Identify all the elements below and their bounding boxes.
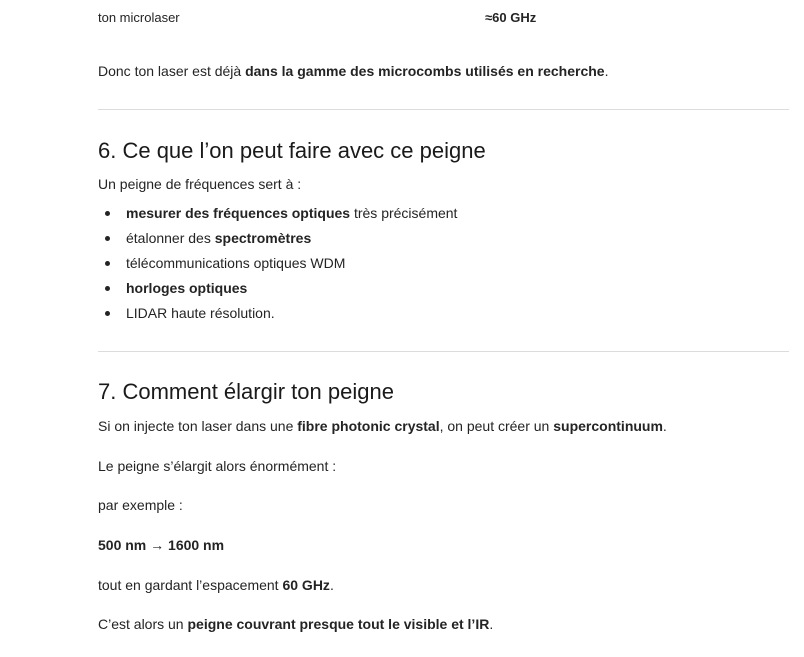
section-6-heading: 6. Ce que l’on peut faire avec ce peigne: [98, 138, 486, 163]
list-item: étalonner des spectromètres: [98, 228, 457, 253]
section-7-paragraph-6: C’est alors un peigne couvrant presque tout le visible et l’IR.: [98, 616, 494, 632]
section-7-range: 500 nm → 1600 nm: [98, 537, 225, 553]
table-row: [98, 10, 789, 30]
section-7-paragraph-2: Le peigne s’élargit alors énormément :: [98, 458, 337, 474]
intro-paragraph: Donc ton laser est déjà dans la gamme des microcombs utilisés en recherche.: [98, 63, 609, 79]
section-6-lead: Un peigne de fréquences sert à :: [98, 176, 302, 192]
section-7-paragraph-3: par exemple :: [98, 497, 183, 513]
divider: [98, 351, 789, 352]
section-7-paragraph-1: Si on injecte ton laser dans une fibre photonic crystal, on peut créer un supercontinuum.: [98, 418, 667, 434]
uses-list: [98, 203, 457, 328]
list-item: télécommunications optiques WDM: [98, 253, 457, 278]
section-7-paragraph-5: tout en gardant l’espacement 60 GHz.: [98, 577, 334, 593]
list-item: mesurer des fréquences optiques très précisément: [98, 203, 457, 228]
table-cell-value: ≈60 GHz: [485, 10, 537, 25]
divider: [98, 109, 789, 110]
table-cell-label: ton microlaser: [98, 10, 180, 25]
section-7-heading: 7. Comment élargir ton peigne: [98, 379, 394, 404]
list-item: LIDAR haute résolution.: [98, 303, 457, 328]
list-item: horloges optiques: [98, 278, 457, 303]
